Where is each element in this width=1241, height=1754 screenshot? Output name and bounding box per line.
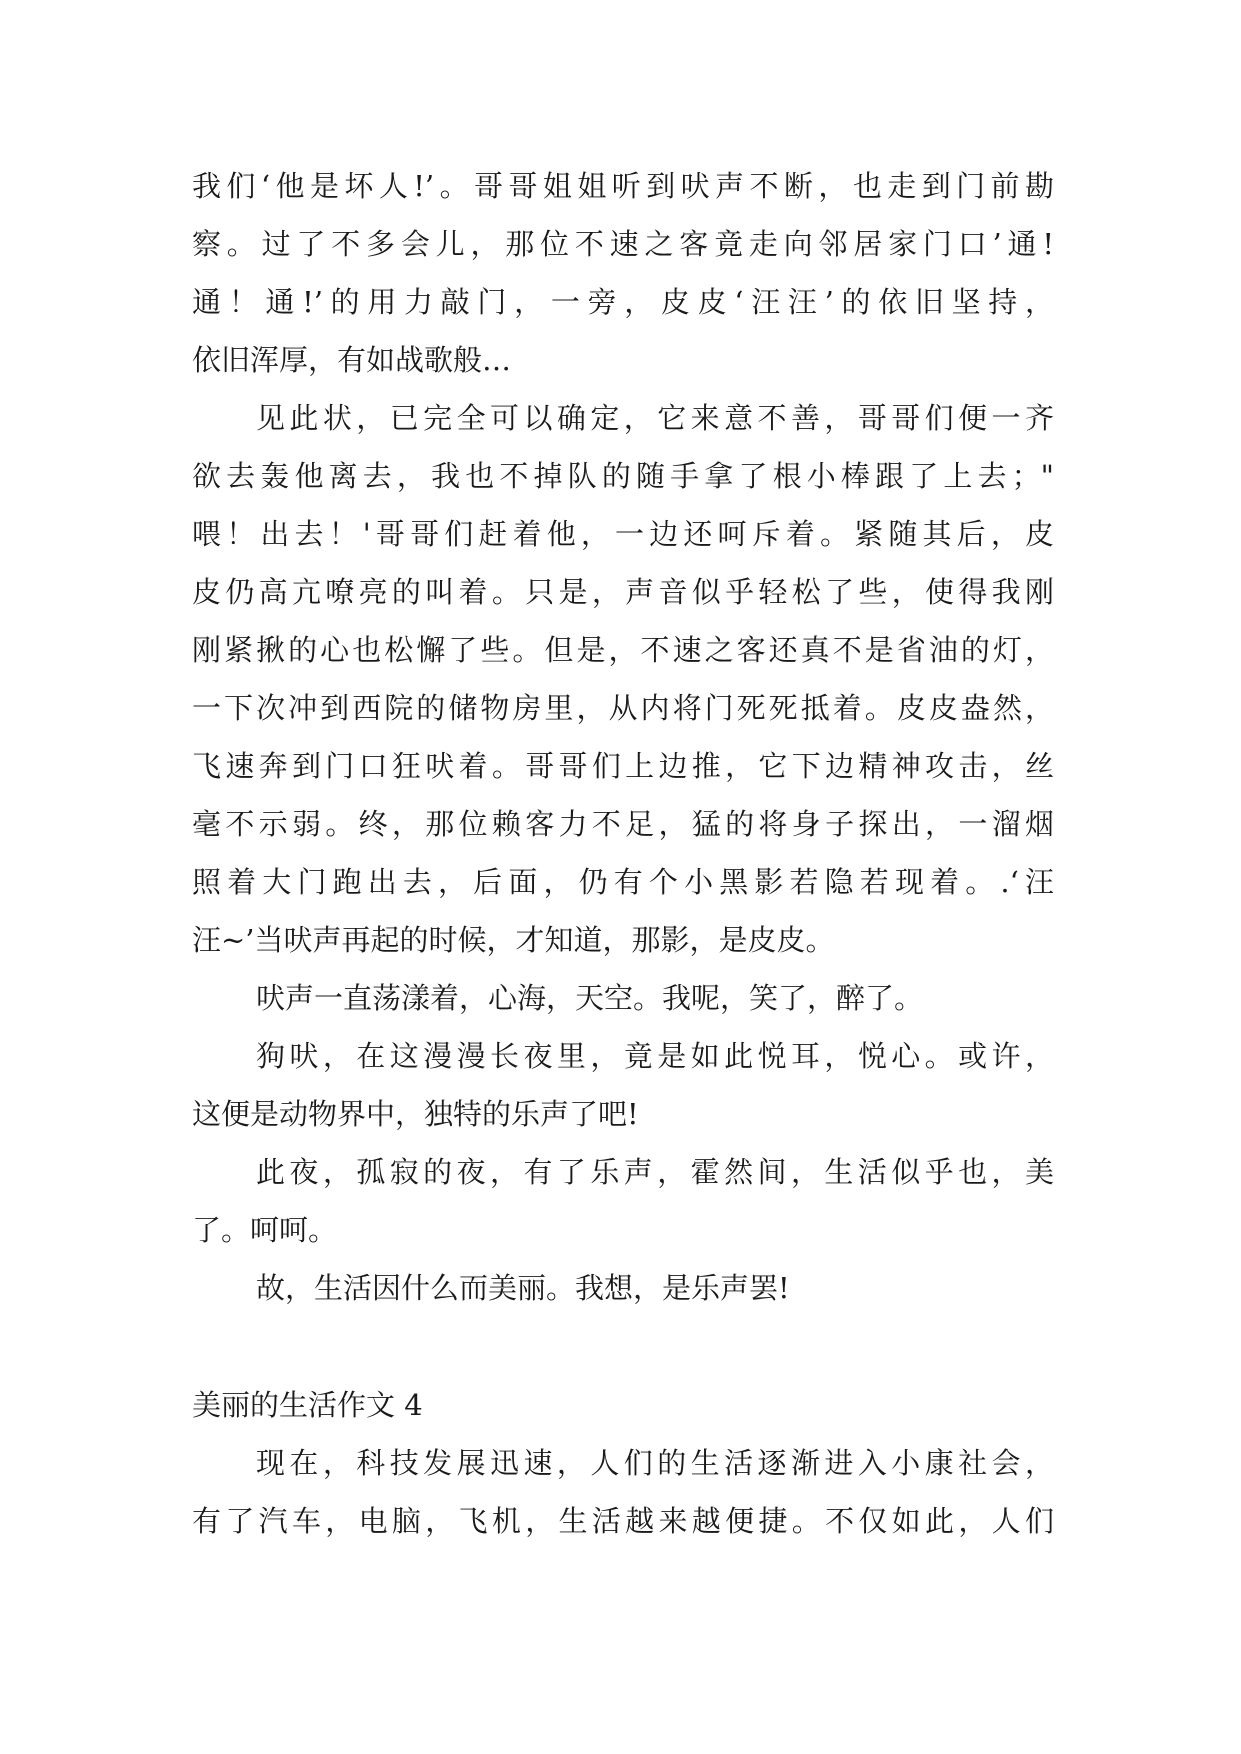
text-line: 一下次冲到西院的储物房里，从内将门死死抵着。皮皮盎然， [192, 691, 1054, 725]
text-line: 通！通!’的用力敲门，一旁，皮皮‘汪汪’的依旧坚持， [192, 285, 1054, 319]
paragraph-first-line: 吠声一直荡漾着，心海，天空。我呢，笑了，醉了。 [256, 981, 924, 1015]
text-line: 喂！出去！'哥哥们赶着他，一边还呵斥着。紧随其后，皮 [192, 517, 1054, 551]
paragraph-first-line: 故，生活因什么而美丽。我想，是乐声罢! [256, 1271, 790, 1305]
paragraph-first-line: 此夜，孤寂的夜，有了乐声，霍然间，生活似乎也，美 [256, 1155, 1054, 1189]
text-line: 毫不示弱。终，那位赖客力不足，猛的将身子探出，一溜烟 [192, 807, 1054, 841]
text-line: 欲去轰他离去，我也不掉队的随手拿了根小棒跟了上去；" [192, 459, 1054, 493]
paragraph-first-line: 狗吠，在这漫漫长夜里，竟是如此悦耳，悦心。或许， [256, 1039, 1054, 1073]
text-line: 了。呵呵。 [192, 1213, 338, 1247]
text-line: 飞速奔到门口狂吠着。哥哥们上边推，它下边精神攻击，丝 [192, 749, 1054, 783]
paragraph-first-line: 现在，科技发展迅速，人们的生活逐渐进入小康社会， [256, 1446, 1054, 1480]
text-line: 汪~’当吠声再起的时候，才知道，那影，是皮皮。 [192, 923, 835, 957]
text-line: 察。过了不多会儿，那位不速之客竟走向邻居家门口’通! [192, 227, 1054, 261]
text-line: 刚紧揪的心也松懈了些。但是，不速之客还真不是省油的灯， [192, 633, 1054, 667]
paragraph-first-line: 见此状，已完全可以确定，它来意不善，哥哥们便一齐 [256, 401, 1054, 435]
text-line: 依旧浑厚，有如战歌般… [192, 343, 512, 377]
section-title: 美丽的生活作文 4 [192, 1388, 423, 1422]
text-line: 有了汽车，电脑，飞机，生活越来越便捷。不仅如此，人们 [192, 1504, 1054, 1538]
text-line: 照着大门跑出去，后面，仍有个小黑影若隐若现着。.‘汪 [192, 865, 1054, 899]
text-line: 皮仍高亢嘹亮的叫着。只是，声音似乎轻松了些，使得我刚 [192, 575, 1054, 609]
text-line: 这便是动物界中，独特的乐声了吧! [192, 1097, 639, 1131]
text-line: 我们‘他是坏人!’。哥哥姐姐听到吠声不断，也走到门前勘 [192, 169, 1054, 203]
